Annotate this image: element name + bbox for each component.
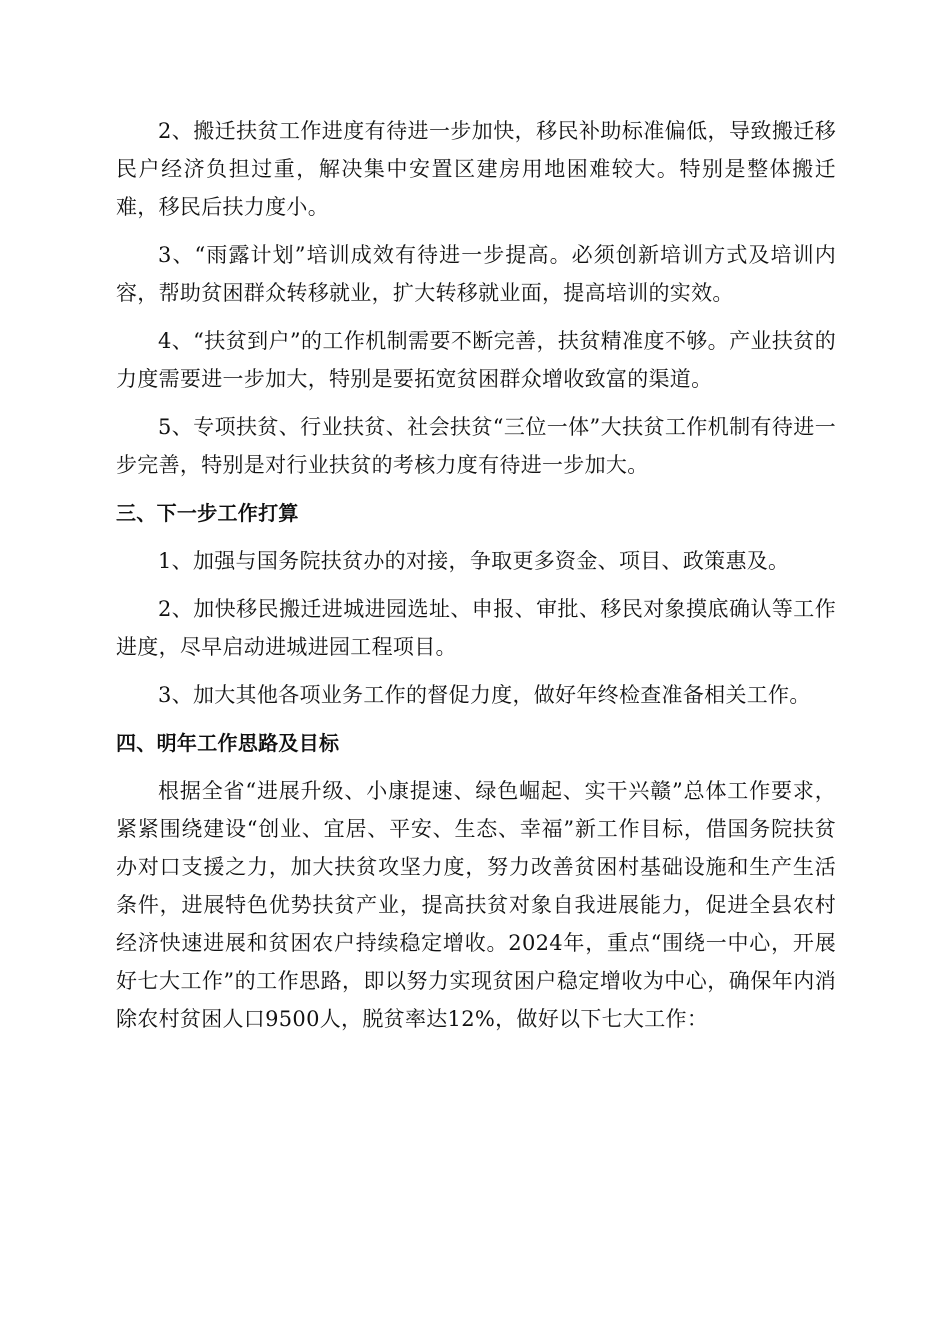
next-step-item-2: 2、加快移民搬迁进城进园选址、申报、审批、移民对象摸底确认等工作进度，尽早启动进城进园工程项目。 — [116, 597, 836, 659]
section-heading-next-year: 四、明年工作思路及目标 — [116, 731, 340, 755]
document-page — [116, 112, 836, 1048]
section-heading-next-steps: 三、下一步工作打算 — [116, 501, 299, 525]
problem-item-4: 4、“扶贫到户”的工作机制需要不断完善，扶贫精准度不够。产业扶贫的力度需要进一步加大，特别是要拓宽贫困群众增收致富的渠道。 — [116, 329, 836, 391]
next-step-item-3: 3、加大其他各项业务工作的督促力度，做好年终检查准备相关工作。 — [158, 683, 811, 707]
problem-item-2: 2、搬迁扶贫工作进度有待进一步加快，移民补助标准偏低，导致搬迁移民户经济负担过重，解决集中安置区建房用地困难较大。特别是整体搬迁难，移民后扶力度小。 — [116, 119, 836, 219]
problem-item-5: 5、专项扶贫、行业扶贫、社会扶贫“三位一体”大扶贫工作机制有待进一步完善，特别是对行业扶贫的考核力度有待进一步加大。 — [116, 415, 836, 477]
problem-item-3: 3、“雨露计划”培训成效有待进一步提高。必须创新培训方式及培训内容，帮助贫困群众转移就业，扩大转移就业面，提高培训的实效。 — [116, 243, 836, 305]
next-step-item-1: 1、加强与国务院扶贫办的对接，争取更多资金、项目、政策惠及。 — [158, 549, 790, 573]
next-year-paragraph: 根据全省“进展升级、小康提速、绿色崛起、实干兴赣”总体工作要求，紧紧围绕建设“创业、宜居、平安、生态、幸福”新工作目标，借国务院扶贫办对口支援之力，加大扶贫攻坚力度，努力改善贫困村基础设施和生产生活条件，进展特色优势扶贫产业，提高扶贫对象自我进展能力，促进全县农村经济快速进展和贫困农户持续稳定增收。2024年，重点“围绕一中心，开展好七大工作”的工作思路，即以努力实现贫困户稳定增收为中心，确保年内消除农村贫困人口9500人，脱贫率达12%，做好以下七大工作： — [116, 779, 836, 1031]
